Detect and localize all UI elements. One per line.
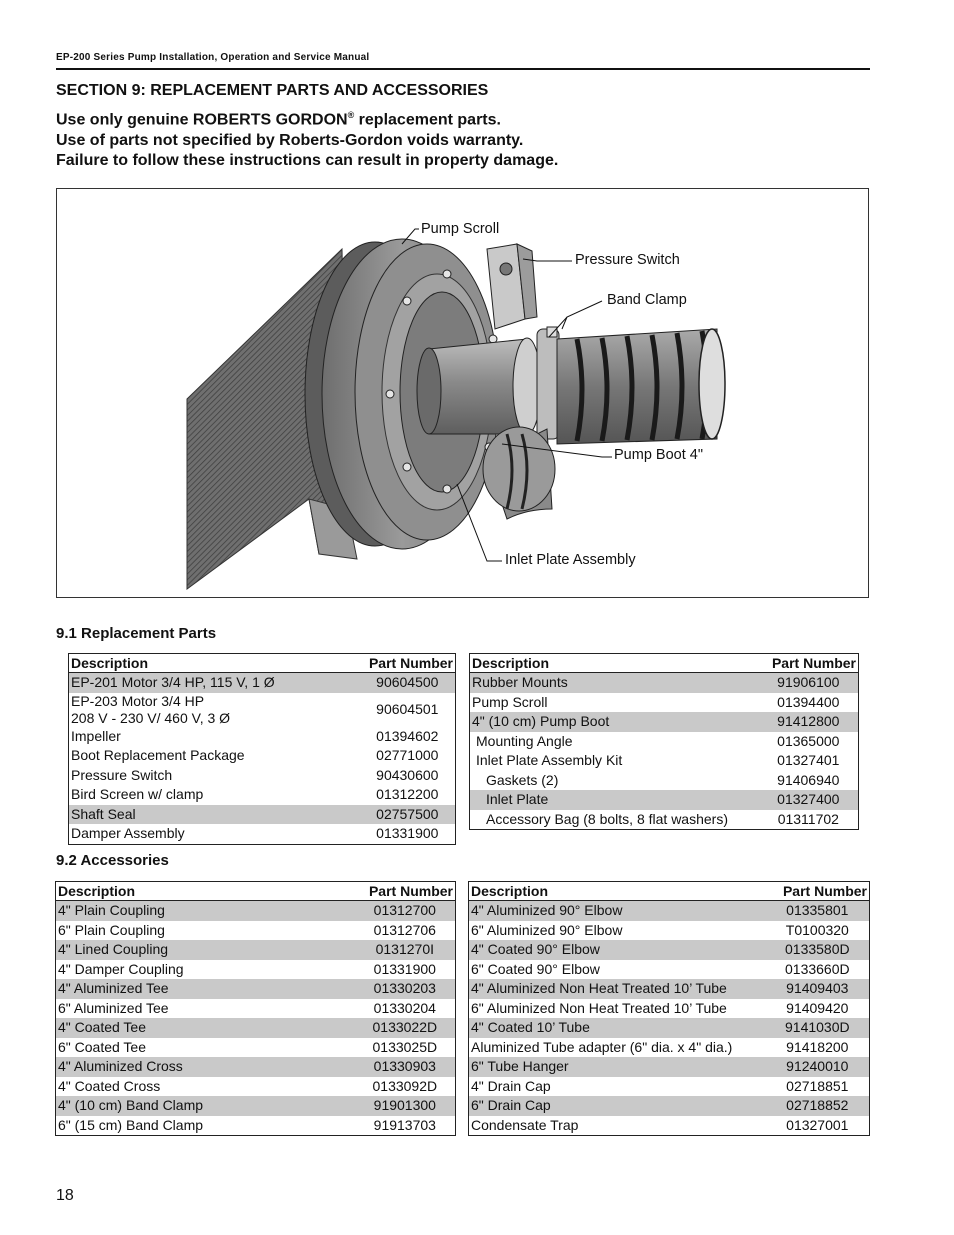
part-number: 02718852 <box>766 1096 870 1116</box>
table-row <box>69 727 456 747</box>
table-row <box>469 1116 870 1136</box>
part-description: Rubber Mounts <box>470 673 759 693</box>
table-row <box>470 771 859 791</box>
page-number: 18 <box>56 1187 74 1204</box>
part-number: 0133025D <box>372 1038 438 1055</box>
part-number: 01327401 <box>777 752 840 769</box>
part-number: 01331900 <box>373 960 436 977</box>
part-number: 91409403 <box>766 979 870 999</box>
col-part-number: Part Number <box>355 882 456 901</box>
replacement-parts-title: 9.1 Replacement Parts <box>56 625 217 642</box>
part-number: 0133580D <box>766 940 870 960</box>
part-description: 6" Coated Tee <box>58 1038 146 1055</box>
table-row <box>470 673 859 693</box>
part-description: 6" Aluminized Non Heat Treated 10’ Tube <box>471 999 727 1016</box>
part-number: 01335801 <box>766 901 870 921</box>
table-row <box>69 746 456 766</box>
part-number: 90430600 <box>376 766 439 783</box>
table-row <box>470 790 859 810</box>
replacement-parts-table-right <box>469 653 859 830</box>
part-number: 90604501 <box>376 701 439 717</box>
part-description: Boot Replacement Package <box>71 747 245 764</box>
part-description: 6" Drain Cap <box>469 1096 766 1116</box>
part-description: 6" Plain Coupling <box>58 921 165 938</box>
part-number: 91418200 <box>786 1038 849 1055</box>
table-row <box>470 732 859 752</box>
part-description: 6" Coated 90° Elbow <box>471 960 600 977</box>
table-row <box>469 901 870 921</box>
table-row <box>56 921 456 941</box>
part-description: EP-201 Motor 3/4 HP, 115 V, 1 Ø <box>69 673 360 693</box>
table-row <box>56 1116 456 1136</box>
table-header-row <box>56 882 456 901</box>
part-description: 6" (15 cm) Band Clamp <box>58 1116 204 1133</box>
col-description: Description <box>469 882 766 901</box>
part-number: 91409420 <box>786 999 849 1016</box>
part-description: 4" Damper Coupling <box>58 960 184 977</box>
table-row <box>470 810 859 830</box>
warning-3: Failure to follow these instructions can result in property damage. <box>56 152 559 170</box>
header-rule <box>56 68 870 70</box>
outlet-pipe <box>429 339 527 434</box>
part-description: Shaft Seal <box>69 805 360 825</box>
pump-figure <box>56 188 869 598</box>
table-row <box>56 1077 456 1097</box>
part-description: EP-203 Motor 3/4 HP 208 V - 230 V/ 460 V, 3 Ø <box>71 692 231 726</box>
part-number: 0133660D <box>785 960 850 977</box>
part-number: 91412800 <box>759 712 859 732</box>
table-row <box>470 693 859 713</box>
table-row <box>69 805 456 825</box>
part-description: 4" (10 cm) Band Clamp <box>56 1096 355 1116</box>
pump-illustration <box>57 189 870 599</box>
table-row <box>69 693 456 727</box>
part-number: 01312706 <box>373 921 436 938</box>
part-number: 02771000 <box>376 747 439 764</box>
part-description: 6" Tube Hanger <box>469 1057 766 1077</box>
part-description: Gaskets (2) <box>486 771 559 788</box>
part-number: 01330204 <box>373 999 436 1016</box>
table-row <box>470 751 859 771</box>
replacement-parts-table-left <box>68 653 456 845</box>
table-row <box>469 1057 870 1077</box>
part-description: 4" Coated Tee <box>56 1018 355 1038</box>
table-row <box>469 960 870 980</box>
part-number: 91901300 <box>355 1096 456 1116</box>
part-number: 01311702 <box>777 810 839 827</box>
part-number: 90604500 <box>360 673 456 693</box>
callout-pump-boot: Pump Boot 4" <box>614 447 703 463</box>
table-row <box>69 766 456 786</box>
part-description: Accessory Bag (8 bolts, 8 flat washers) <box>486 810 728 827</box>
table-row <box>56 901 456 921</box>
table-row <box>56 1018 456 1038</box>
table-row <box>69 785 456 805</box>
part-number: 9141030D <box>766 1018 870 1038</box>
table-row <box>469 999 870 1019</box>
part-number: 01330903 <box>355 1057 456 1077</box>
table-row <box>56 1057 456 1077</box>
part-description: Inlet Plate <box>470 790 759 810</box>
callout-pressure-switch: Pressure Switch <box>575 252 680 268</box>
part-description: 4" Aluminized Cross <box>56 1057 355 1077</box>
table-row <box>469 1096 870 1116</box>
col-part-number: Part Number <box>759 654 859 673</box>
part-description: Aluminized Tube adapter (6" dia. x 4" dia.) <box>471 1038 733 1055</box>
part-description: 4" Aluminized 90° Elbow <box>469 901 766 921</box>
table-row <box>469 1018 870 1038</box>
table-row <box>56 1038 456 1058</box>
callout-band-clamp: Band Clamp <box>607 292 687 308</box>
lower-inlet <box>483 427 555 519</box>
table-row <box>56 979 456 999</box>
part-description: 4" (10 cm) Pump Boot <box>470 712 759 732</box>
header-title: EP-200 Series Pump Installation, Operation and Service Manual <box>56 52 370 63</box>
col-part-number: Part Number <box>360 654 456 673</box>
part-number: 0133092D <box>372 1077 438 1094</box>
accessories-table-right <box>468 881 870 1136</box>
part-description: Inlet Plate Assembly Kit <box>476 752 623 769</box>
warning-2: Use of parts not specified by Roberts-Gordon voids warranty. <box>56 131 524 149</box>
accessories-title: 9.2 Accessories <box>56 852 169 869</box>
section-title: SECTION 9: REPLACEMENT PARTS AND ACCESSORIES <box>56 82 489 99</box>
band-clamp <box>537 329 559 439</box>
part-description: 4" Coated 90° Elbow <box>469 940 766 960</box>
table-header-row <box>69 654 456 673</box>
warning-1: Use only genuine ROBERTS GORDON® replacement parts. <box>56 110 501 129</box>
table-row <box>469 1077 870 1097</box>
part-number: 02757500 <box>360 805 456 825</box>
table-row <box>69 824 456 844</box>
table-row <box>56 940 456 960</box>
part-description: 4" Aluminized Tee <box>56 979 355 999</box>
callout-pump-scroll: Pump Scroll <box>421 221 500 237</box>
part-number: 01331900 <box>376 825 439 842</box>
callout-inlet-plate: Inlet Plate Assembly <box>505 552 636 568</box>
part-description: 4" Drain Cap <box>471 1077 551 1094</box>
part-description: 4" Plain Coupling <box>56 901 355 921</box>
part-number: 01312700 <box>355 901 456 921</box>
table-row <box>470 712 859 732</box>
part-number: 91913703 <box>373 1116 436 1133</box>
table-row <box>469 1038 870 1058</box>
part-number: 0133022D <box>355 1018 456 1038</box>
part-number: 91906100 <box>759 673 859 693</box>
part-number: 01394400 <box>777 693 840 710</box>
table-header-row <box>469 882 870 901</box>
part-description: Pressure Switch <box>71 766 173 783</box>
part-description: Pump Scroll <box>472 693 548 710</box>
table-row <box>469 921 870 941</box>
part-number: 01312200 <box>376 786 439 803</box>
table-row <box>56 960 456 980</box>
part-number: 91406940 <box>777 771 840 788</box>
table-row <box>56 999 456 1019</box>
pump-boot <box>557 329 725 444</box>
part-number: 91240010 <box>766 1057 870 1077</box>
part-description: Condensate Trap <box>471 1116 579 1133</box>
part-number: 01327400 <box>759 790 859 810</box>
col-description: Description <box>470 654 759 673</box>
part-number: 02718851 <box>786 1077 849 1094</box>
table-row <box>469 940 870 960</box>
part-number: 01327001 <box>786 1116 849 1133</box>
part-description: 6" Aluminized Tee <box>58 999 169 1016</box>
part-number: 0131270I <box>355 940 456 960</box>
col-description: Description <box>56 882 355 901</box>
part-number: 01365000 <box>777 732 840 749</box>
part-description: Impeller <box>71 727 121 744</box>
part-description: 4" Aluminized Non Heat Treated 10’ Tube <box>469 979 766 999</box>
table-row <box>56 1096 456 1116</box>
part-description: 6" Aluminized 90° Elbow <box>471 921 623 938</box>
part-number: T0100320 <box>785 921 849 938</box>
part-description: 4" Coated 10’ Tube <box>469 1018 766 1038</box>
accessories-table-left <box>55 881 456 1136</box>
col-part-number: Part Number <box>766 882 870 901</box>
part-description: 4" Coated Cross <box>58 1077 161 1094</box>
part-number: 01330203 <box>355 979 456 999</box>
part-description: Bird Screen w/ clamp <box>71 786 204 803</box>
table-row <box>469 979 870 999</box>
part-description: Mounting Angle <box>476 732 573 749</box>
col-description: Description <box>69 654 360 673</box>
warnings <box>56 105 558 172</box>
part-description: Damper Assembly <box>71 825 185 842</box>
part-number: 01394602 <box>376 727 439 744</box>
table-row <box>69 673 456 693</box>
part-description: 4" Lined Coupling <box>56 940 355 960</box>
table-header-row <box>470 654 859 673</box>
